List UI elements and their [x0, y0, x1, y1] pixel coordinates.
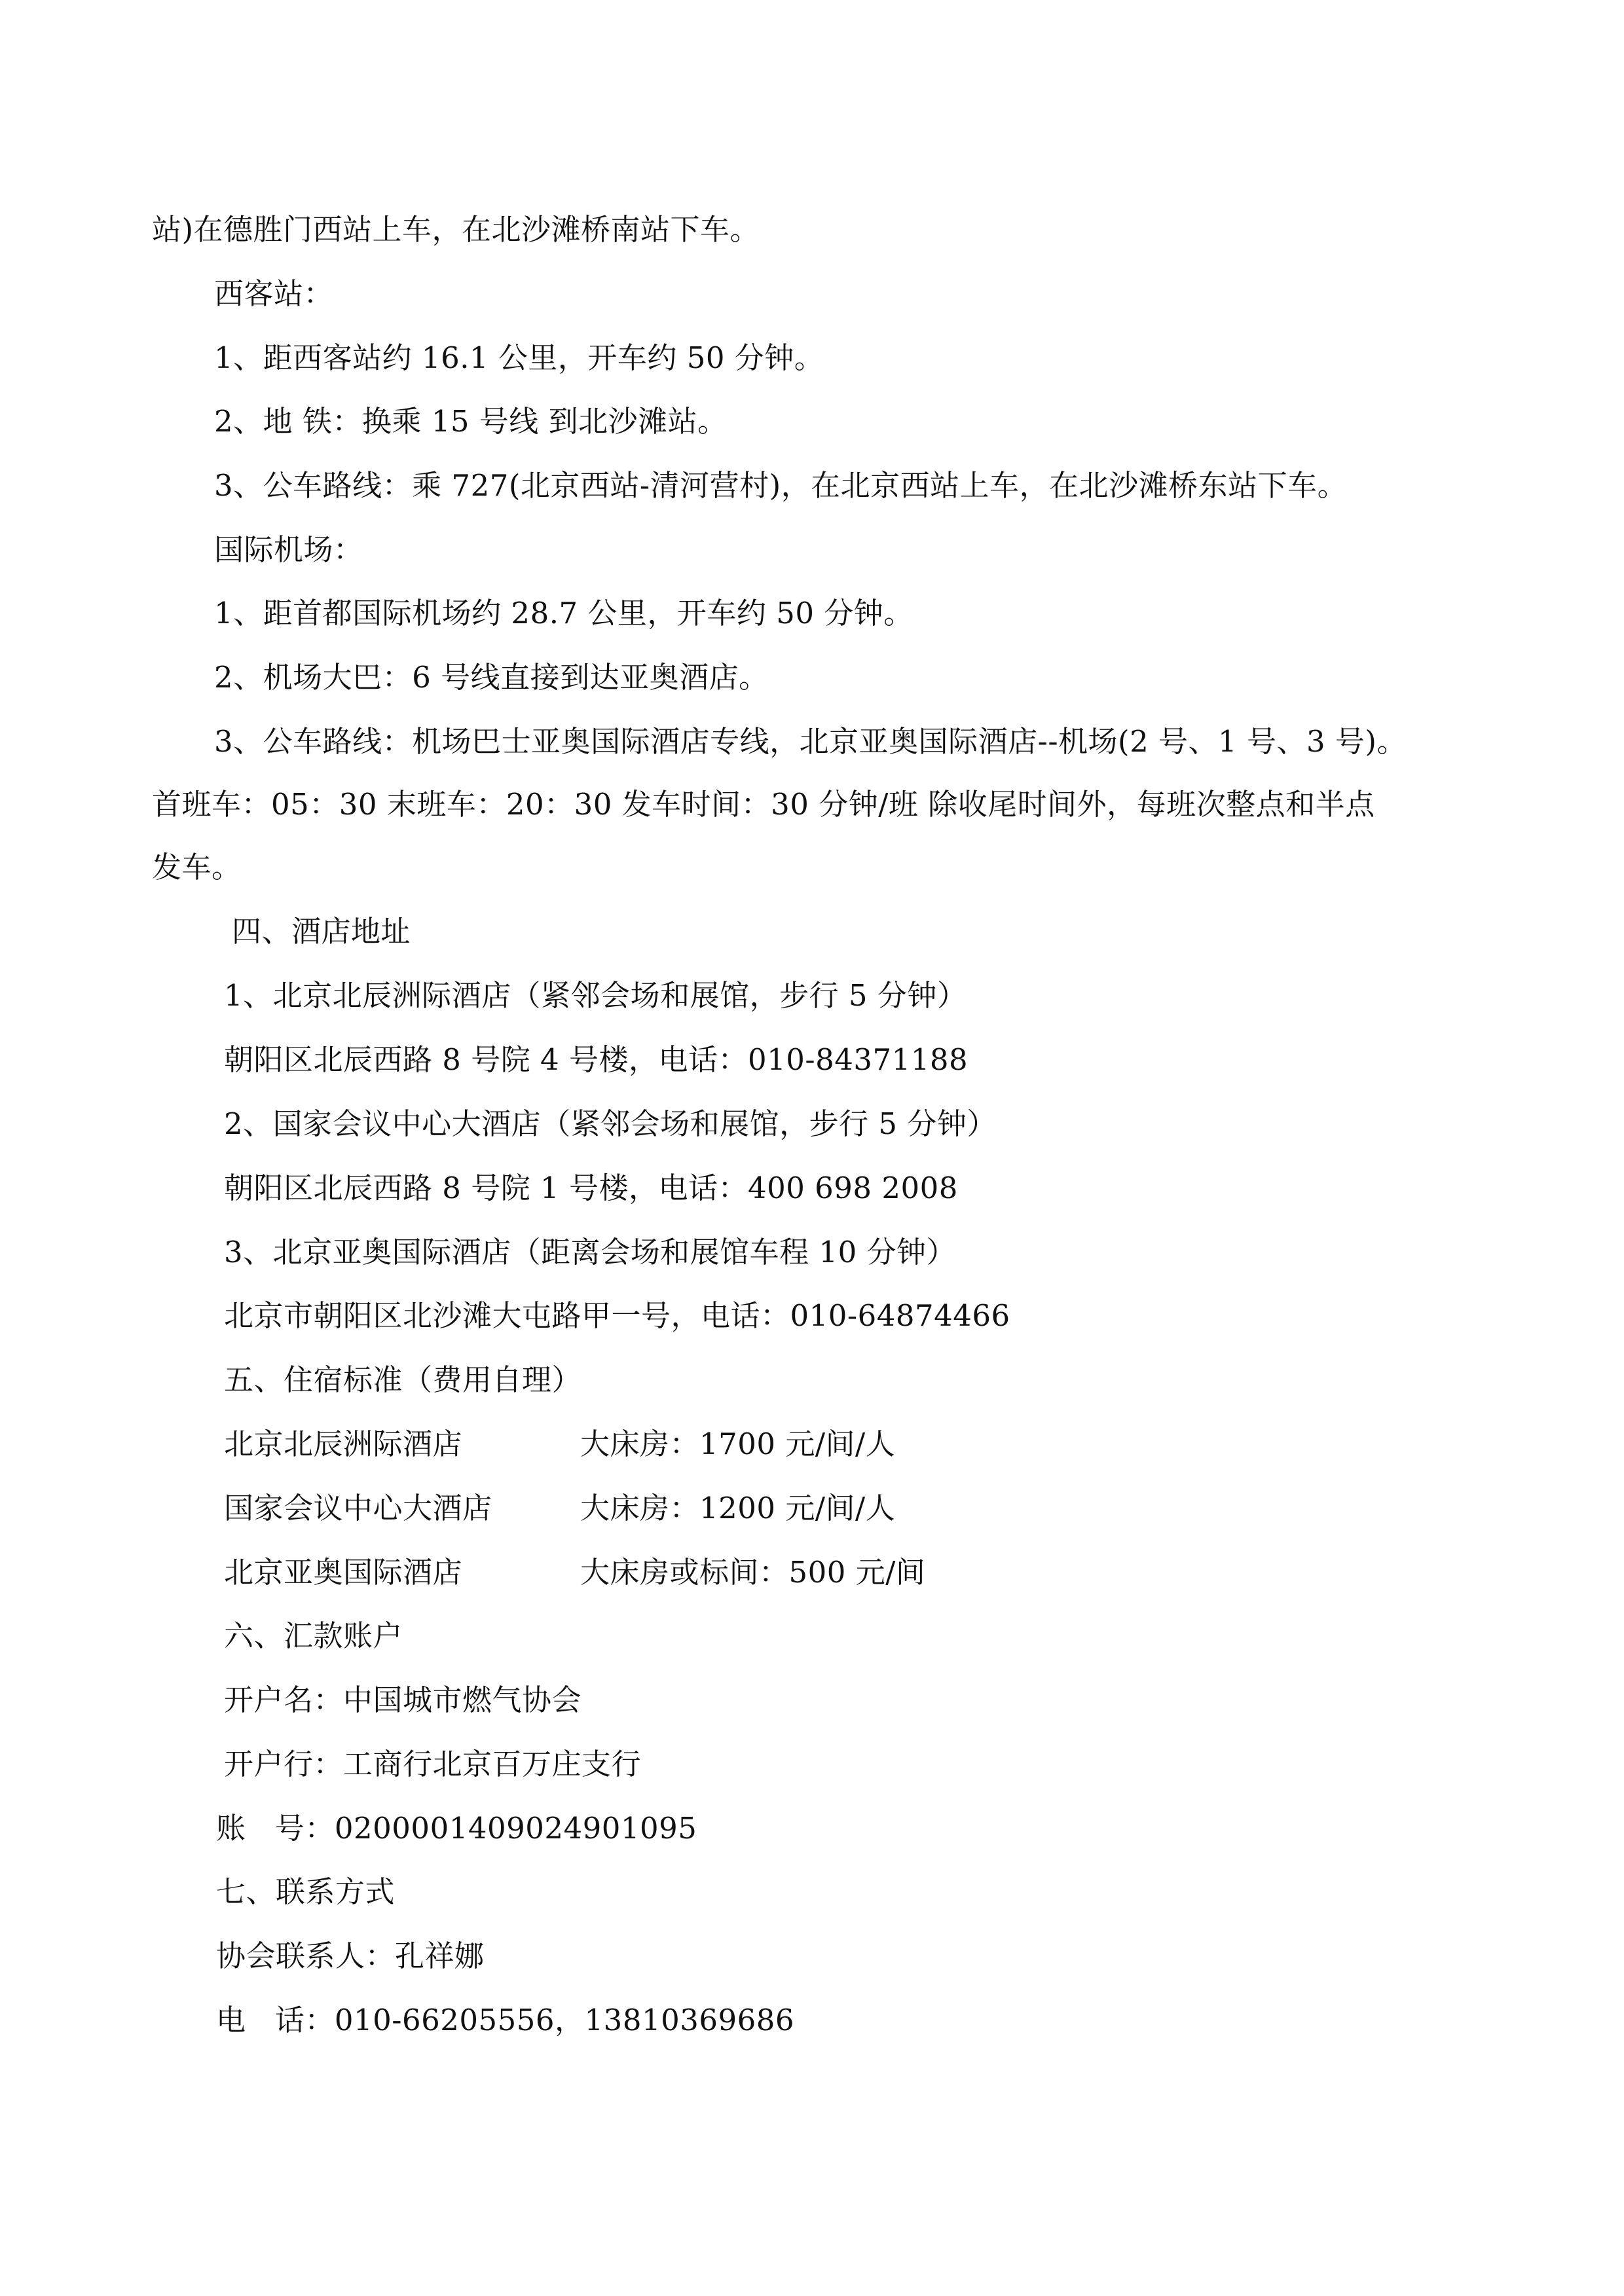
account-name: 开户名：中国城市燃气协会 [224, 1683, 582, 1717]
account-number: 账 号：0200001409024901095 [216, 1811, 697, 1846]
accommodation-hotel-cell: 国家会议中心大酒店 [224, 1491, 492, 1525]
accommodation-heading: 五、住宿标准（费用自理） [224, 1362, 582, 1397]
accommodation-hotel-cell: 北京北辰洲际酒店 [224, 1427, 463, 1461]
contact-phone: 电 话：010-66205556，13810369686 [216, 2003, 794, 2037]
transport-continued-line: 站)在德胜门西站上车，在北沙滩桥南站下车。 [152, 212, 760, 247]
hotels-heading: 四、酒店地址 [232, 914, 411, 949]
west-station-item-1: 1、距西客站约 16.1 公里，开车约 50 分钟。 [214, 340, 824, 375]
airport-item-3-line-1: 3、公车路线：机场巴士亚奥国际酒店专线，北京亚奥国际酒店--机场(2 号、1 号、3 号)。 [214, 724, 1407, 759]
contact-person: 协会联系人：孔祥娜 [216, 1939, 485, 1973]
account-bank: 开户行：工商行北京百万庄支行 [224, 1747, 642, 1781]
west-station-item-3: 3、公车路线：乘 727(北京西站-清河营村)，在北京西站上车，在北沙滩桥东站下车。 [214, 468, 1348, 503]
account-heading: 六、汇款账户 [224, 1618, 403, 1653]
accommodation-price-cell: 大床房：1200 元/间/人 [580, 1491, 896, 1525]
hotel-1-address: 朝阳区北辰西路 8 号院 4 号楼，电话：010-84371188 [224, 1042, 969, 1077]
hotel-2-address: 朝阳区北辰西路 8 号院 1 号楼，电话：400 698 2008 [224, 1171, 958, 1205]
airport-item-3-line-3: 发车。 [152, 850, 242, 884]
contact-heading: 七、联系方式 [216, 1874, 396, 1909]
west-station-heading: 西客站： [214, 276, 334, 311]
accommodation-price-cell: 大床房或标间：500 元/间 [580, 1555, 926, 1590]
accommodation-hotel-cell: 北京亚奥国际酒店 [224, 1555, 463, 1590]
airport-heading: 国际机场： [214, 532, 363, 567]
airport-item-3-line-2: 首班车：05：30 末班车：20：30 发车时间：30 分钟/班 除收尾时间外，每班次整点和半点 [152, 787, 1375, 822]
hotel-3-address: 北京市朝阳区北沙滩大屯路甲一号，电话：010-64874466 [224, 1298, 1010, 1333]
airport-item-1: 1、距首都国际机场约 28.7 公里，开车约 50 分钟。 [214, 596, 913, 630]
airport-item-2: 2、机场大巴：6 号线直接到达亚奥酒店。 [214, 660, 769, 695]
hotel-3-name: 3、北京亚奥国际酒店（距离会场和展馆车程 10 分钟） [224, 1235, 957, 1269]
hotel-1-name: 1、北京北辰洲际酒店（紧邻会场和展馆，步行 5 分钟） [224, 978, 967, 1013]
hotel-2-name: 2、国家会议中心大酒店（紧邻会场和展馆，步行 5 分钟） [224, 1106, 997, 1141]
west-station-item-2: 2、地 铁：换乘 15 号线 到北沙滩站。 [214, 404, 728, 439]
accommodation-price-cell: 大床房：1700 元/间/人 [580, 1427, 896, 1461]
